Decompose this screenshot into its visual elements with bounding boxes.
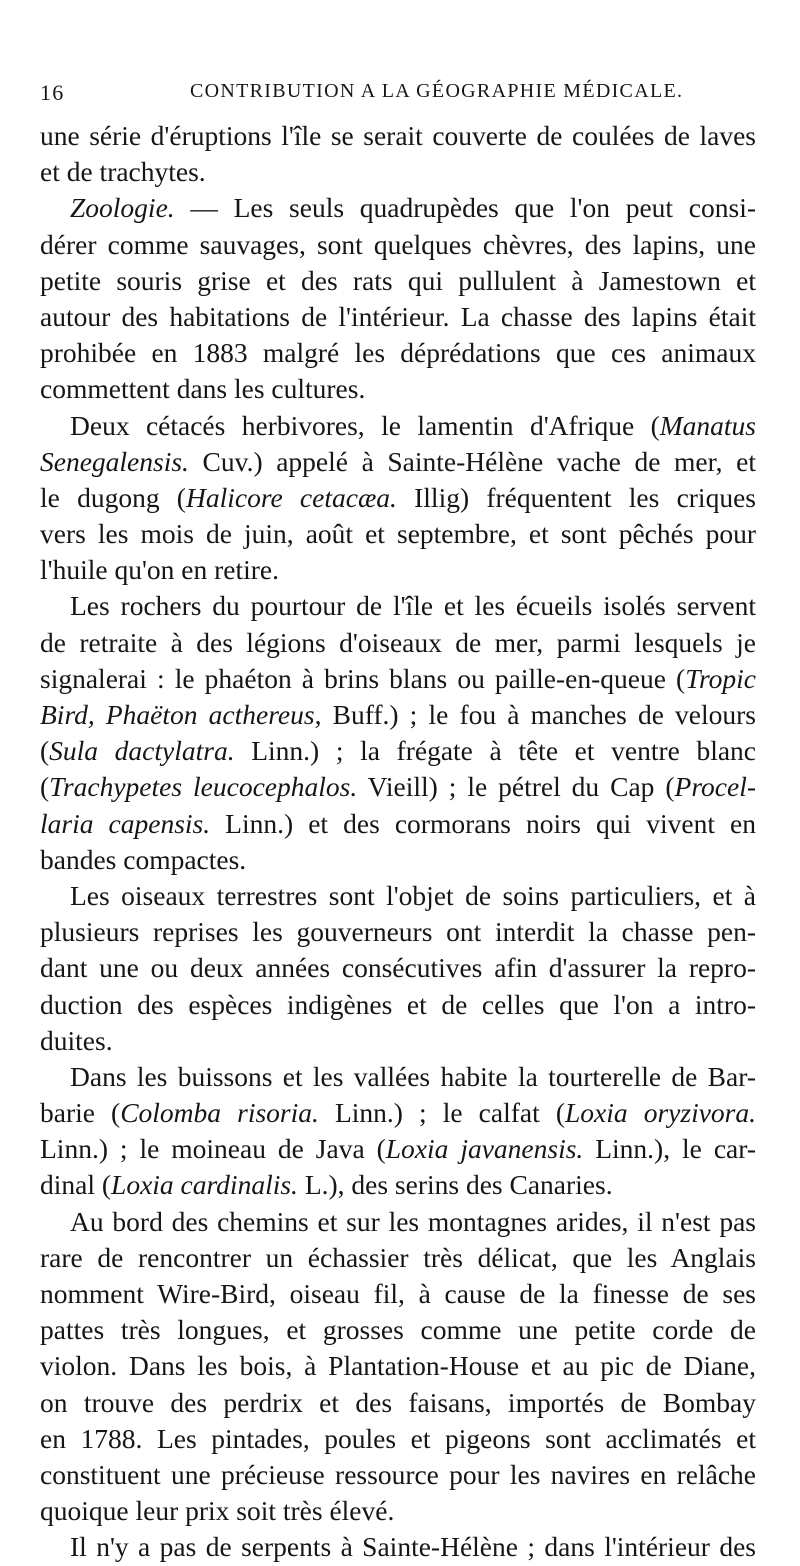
text-line: nomment Wire-Bird, oiseau fil, à cause de la finesse de ses [40, 1278, 756, 1309]
text-line: vers les mois de juin, août et septembre, et sont pêchés pour [40, 518, 756, 550]
text-line: duction des espèces indigènes et de celles que l'on a intro- [40, 988, 756, 1020]
text-line: violon. Dans les bois, à Plantation-House et au pic de Diane, [40, 1350, 756, 1382]
page-number: 16 [40, 80, 65, 105]
text-line: de retraite à des légions d'oiseaux de mer, parmi lesquels je [40, 626, 756, 658]
text-line: dérer comme sauvages, sont quelques chèvres, des lapins, une [40, 228, 756, 260]
paragraph-start: Les rochers du pourtour de l'île et les écueils isolés servent [70, 590, 756, 622]
text-line: (Trachypetes leucocephalos. Vieill) ; le pétrel du Cap (Procel- [40, 771, 756, 803]
text-line: Linn.) ; le moineau de Java (Loxia javanensis. Linn.), le car- [40, 1133, 756, 1165]
paragraph-start: Il n'y a pas de serpents à Sainte-Hélène ; dans l'intérieur des [70, 1531, 756, 1563]
text-line: quoique leur prix soit très élevé. [40, 1495, 395, 1527]
text-line: bandes compactes. [40, 843, 247, 875]
text-line: une série d'éruptions l'île se serait couverte de coulées de laves [40, 120, 756, 151]
text-line: pattes très longues, et grosses comme une petite corde de [40, 1314, 756, 1346]
text-line: prohibée en 1883 malgré les déprédations que ces animaux [40, 337, 756, 369]
text-line: barie (Colomba risoria. Linn.) ; le calfat (Loxia oryzivora. [40, 1097, 756, 1129]
text-line: Senegalensis. Cuv.) appelé à Sainte-Hélène vache de mer, et [40, 445, 756, 477]
paragraph-start: Dans les buissons et les vallées habite la tourterelle de Bar- [70, 1060, 756, 1092]
text-line: le dugong (Halicore cetacæa. Illig) fréquentent les criques [40, 481, 756, 513]
text-line: plusieurs reprises les gouverneurs ont interdit la chasse pen- [40, 916, 756, 948]
text-line: on trouve des perdrix et des faisans, importés de Bombay [40, 1386, 756, 1418]
text-line: constituent une précieuse ressource pour les navires en relâche [40, 1458, 756, 1490]
paragraph-start: Au bord des chemins et sur les montagnes arides, il n'est pas [70, 1205, 756, 1237]
text-line: commettent dans les cultures. [40, 373, 366, 405]
text-line: et de trachytes. [40, 156, 206, 188]
paragraph-start: Deux cétacés herbivores, le lamentin d'Afrique (Manatus [70, 409, 756, 441]
text-line: (Sula dactylatra. Linn.) ; la frégate à tête et ventre blanc [40, 735, 756, 767]
paragraph-start: Les oiseaux terrestres sont l'objet de soins particuliers, et à [70, 879, 756, 911]
text-line: laria capensis. Linn.) et des cormorans noirs qui vivent en [40, 807, 756, 839]
text-line: signalerai : le phaéton à brins blans ou paille-en-queue (Tropic [40, 662, 756, 694]
text-line: duites. [40, 1024, 113, 1056]
text-line: petite souris grise et des rats qui pullulent à Jamestown et [40, 264, 756, 296]
text-line: l'huile qu'on en retire. [40, 554, 280, 586]
text-line: autour des habitations de l'intérieur. La chasse des lapins était [40, 300, 756, 332]
text-line: Bird, Phaëton acthereus, Buff.) ; le fou à manches de velours [40, 699, 756, 730]
text-line: rare de rencontrer un échassier très délicat, que les Anglais [40, 1241, 756, 1273]
text-line: dinal (Loxia cardinalis. L.), des serins des Canaries. [40, 1169, 613, 1201]
section-heading-zoologie: Zoologie. — Les seuls quadrupèdes que l'on peut consi- [70, 192, 756, 224]
running-title: CONTRIBUTION A LA GÉOGRAPHIE MÉDICALE. [190, 80, 684, 102]
body-text [40, 118, 756, 1566]
text-line: en 1788. Les pintades, poules et pigeons sont acclimatés et [40, 1422, 756, 1454]
section-heading-label: Zoologie. [70, 192, 175, 224]
page-header [40, 80, 750, 110]
text-line: dant une ou deux années consécutives afin d'assurer la repro- [40, 952, 756, 984]
